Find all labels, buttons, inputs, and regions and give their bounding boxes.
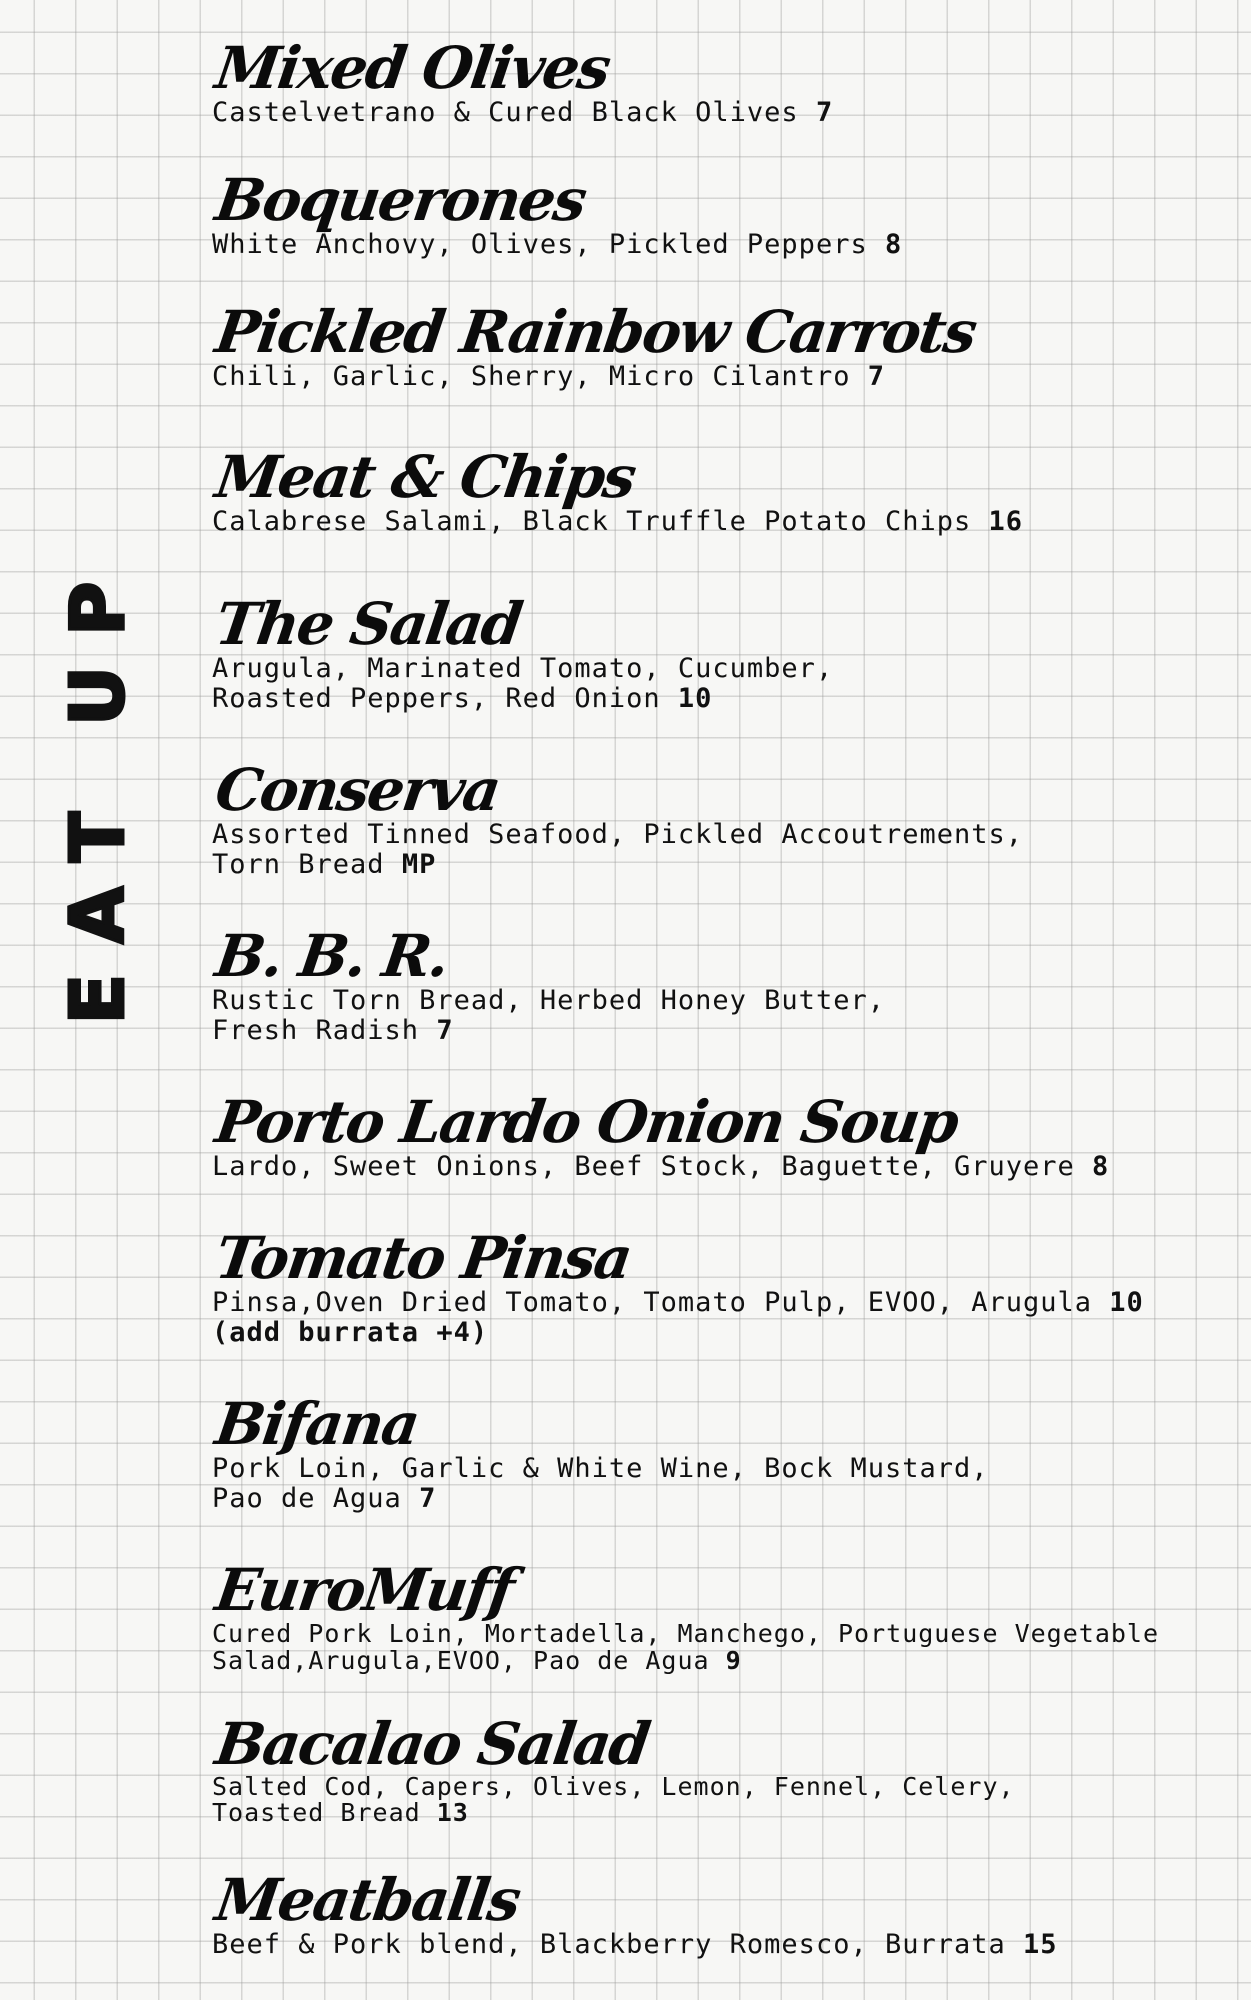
item-name: The Salad <box>211 590 526 658</box>
item-price: 10 <box>677 683 713 714</box>
item-price: 13 <box>436 1798 469 1827</box>
item-addon: (add burrata +4) <box>212 1317 489 1348</box>
item-price: 10 <box>1109 1287 1144 1318</box>
menu-item-porto-lardo-onion-soup <box>211 1088 1222 1182</box>
item-price: 8 <box>1092 1151 1110 1182</box>
item-name: Conserva <box>211 756 504 824</box>
item-price: 16 <box>988 506 1024 537</box>
item-description: Pork Loin, Garlic & White Wine, Bock Mustard, <box>212 1453 989 1484</box>
section-title-text: EAT UP <box>55 551 141 1025</box>
item-description: Pinsa,Oven Dried Tomato, Tomato Pulp, EVOO, Arugula 10 <box>212 1287 1144 1318</box>
item-description-cont: Roasted Peppers, Red Onion 10 <box>212 683 713 714</box>
item-description: Cured Pork Loin, Mortadella, Manchego, Portuguese Vegetable <box>212 1619 1160 1648</box>
section-title <box>55 528 141 1048</box>
item-name: Mixed Olives <box>211 34 614 102</box>
item-description: Chili, Garlic, Sherry, Micro Cilantro 7 <box>212 361 885 392</box>
menu-item-bbr <box>211 922 1222 1046</box>
menu-item-meatballs <box>211 1866 1222 1960</box>
item-description-cont: Toasted Bread 13 <box>212 1798 469 1827</box>
item-description-cont: Fresh Radish 7 <box>212 1015 454 1046</box>
item-description: Salted Cod, Capers, Olives, Lemon, Fennel, Celery, <box>212 1772 1015 1801</box>
item-name: Meatballs <box>211 1866 524 1934</box>
item-description: White Anchovy, Olives, Pickled Peppers 8 <box>212 229 903 260</box>
item-name: Bacalao Salad <box>211 1710 653 1778</box>
item-price: 7 <box>815 97 834 128</box>
item-name: Tomato Pinsa <box>211 1224 635 1292</box>
item-price: 7 <box>867 361 885 392</box>
item-description: Lardo, Sweet Onions, Beef Stock, Baguette, Gruyere 8 <box>212 1151 1110 1182</box>
item-price: 9 <box>725 1646 742 1675</box>
item-name: EuroMuff <box>211 1556 517 1624</box>
item-name: Meat & Chips <box>211 443 639 511</box>
menu-item-tomato-pinsa <box>211 1224 1222 1348</box>
menu-item-euromuff <box>211 1556 1222 1675</box>
menu-item-boquerones <box>211 166 1222 260</box>
item-name: Boquerones <box>211 166 590 234</box>
menu-item-mixed-olives <box>211 34 1222 128</box>
item-description-cont: Torn Bread MP <box>212 849 437 880</box>
item-description: Assorted Tinned Seafood, Pickled Accoutrements, <box>212 819 1024 850</box>
item-description-cont: Pao de Agua 7 <box>212 1483 437 1514</box>
menu-item-pickled-rainbow-carrots <box>211 298 1222 392</box>
item-description: Rustic Torn Bread, Herbed Honey Butter, <box>212 985 885 1016</box>
menu-item-meat-and-chips <box>211 443 1222 537</box>
item-price: MP <box>401 849 437 880</box>
item-description: Beef & Pork blend, Blackberry Romesco, Burrata 15 <box>212 1929 1058 1960</box>
item-name: Bifana <box>211 1390 423 1458</box>
item-description-cont: Salad,Arugula,EVOO, Pao de Agua 9 <box>212 1646 742 1675</box>
item-price: 7 <box>419 1483 437 1514</box>
item-price: 7 <box>436 1015 454 1046</box>
item-name: Porto Lardo Onion Soup <box>211 1088 962 1156</box>
item-name: Pickled Rainbow Carrots <box>211 298 980 366</box>
item-price: 8 <box>884 229 903 260</box>
item-description: Arugula, Marinated Tomato, Cucumber, <box>212 653 834 684</box>
item-name: B. B. R. <box>211 922 453 990</box>
item-price: 15 <box>1023 1929 1058 1960</box>
menu-item-the-salad <box>211 590 1222 714</box>
item-description: Calabrese Salami, Black Truffle Potato Chips 16 <box>212 506 1024 537</box>
menu-item-bifana <box>211 1390 1222 1514</box>
menu-item-conserva <box>211 756 1222 880</box>
menu-item-bacalao-salad <box>211 1710 1222 1827</box>
item-description: Castelvetrano & Cured Black Olives 7 <box>212 97 834 128</box>
